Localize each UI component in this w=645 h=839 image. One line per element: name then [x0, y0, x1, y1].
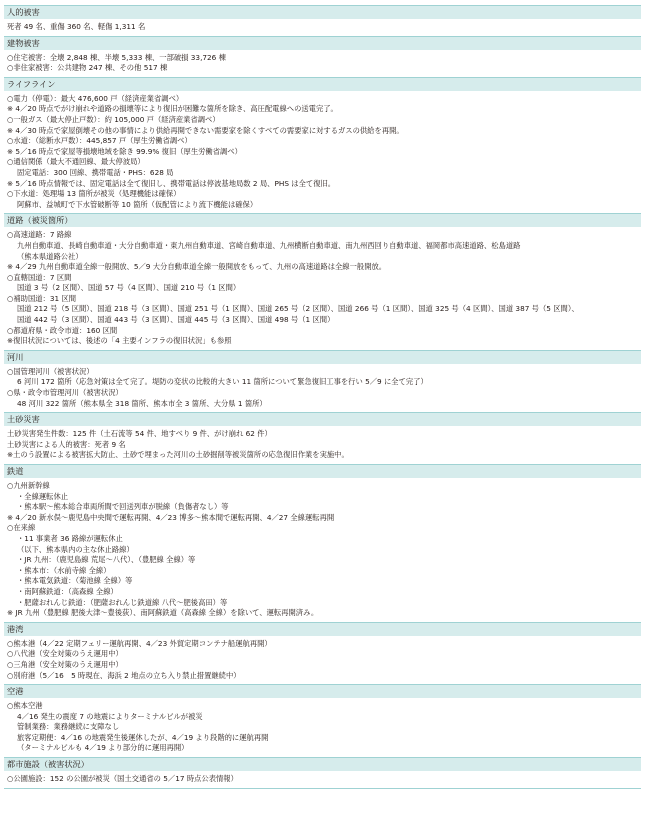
section-line: ○水道：（総断水戸数）：445,857 戸（厚生労働省調べ） [7, 136, 192, 146]
section-line: ○高速道路：7 路線 [7, 230, 72, 240]
section-heading: 人的被害 [4, 6, 641, 20]
section-line: 国道 442 号（3 区間）、国道 443 号（3 区間）、国道 445 号（3 区間）、国道 498 号（1 区間） [17, 315, 335, 325]
section [4, 685, 641, 758]
section-line: ・JR 九州：（鹿児島線 荒尾〜八代）、（豊肥線 全線）等 [17, 555, 196, 565]
section-line: ○直轄国道：7 区間 [7, 272, 72, 282]
section-line: （熊本県道路公社） [17, 251, 83, 261]
section [4, 78, 641, 215]
section-line: ○公園施設：152 の公園が被災（国土交通省の 5／17 時点公表情報） [7, 774, 238, 784]
section-line: 土砂災害発生件数：125 件（土石流等 54 件、地すべり 9 件、がけ崩れ 62 件） [7, 429, 272, 439]
section-line: ・熊本駅〜熊本総合車両所間で回送列車が脱線（負傷者なし）等 [17, 502, 229, 512]
section-line: 国道 212 号（5 区間）、国道 218 号（3 区間）、国道 251 号（1 区間）、国道 265 号（2 区間）、国道 266 号（1 区間）、国道 325 号（4 区間）、国道 387 号（5 区間）、 [17, 304, 579, 314]
section-line: ○国管理河川（被害状況） [7, 366, 94, 376]
section-body [4, 427, 641, 465]
section-line: ○県・政令市管理河川（被害状況） [7, 388, 123, 398]
section-heading: 河川 [4, 351, 641, 365]
section-line: （ターミナルビルも 4／19 より部分的に運用再開） [17, 743, 189, 753]
section-line: ※ 4／29 九州自動車道全線一般開放、5／9 大分自動車道全線一般開放をもって、九州の高速道路は全線一般開放。 [7, 262, 387, 272]
section [4, 758, 641, 789]
section-heading: 都市施設（被害状況） [4, 758, 641, 772]
section [4, 6, 641, 37]
section-line: 土砂災害による人的被害：死者 9 名 [7, 439, 126, 449]
section-line: 固定電話：300 回線、携帯電話・PHS：628 局 [17, 167, 174, 177]
damage-summary-document [4, 5, 641, 789]
section-line: ※ JR 九州（豊肥線 肥後大津〜豊後荻）、南阿蘇鉄道（高森線 全線）を除いて、運転再開済み。 [7, 608, 319, 618]
section-heading: 港湾 [4, 623, 641, 637]
section [4, 413, 641, 465]
section-line: ・熊本電気鉄道：（菊池線 全線）等 [17, 576, 133, 586]
section-body [4, 772, 641, 789]
section-line: 4／16 発生の震度 7 の地震によりターミナルビルが被災 [17, 711, 203, 721]
section-line: ○都道府県・政令市道：160 区間 [7, 325, 118, 335]
section-line: 阿蘇市、益城町で下水管破断等 10 箇所（仮配管により流下機能は確保） [17, 199, 258, 209]
section-body [4, 699, 641, 758]
section-line: 管制業務：業務継続に支障なし [17, 722, 120, 732]
section-body [4, 228, 641, 351]
section-line: （以下、熊本県内の主な休止路線） [17, 544, 134, 554]
section [4, 37, 641, 78]
section-line: ○別府港（5／16 5 時現在、海浜 2 地点の立ち入り禁止措置継続中） [7, 670, 241, 680]
section-line: ※ 5／16 時点情報では、固定電話は全て復旧し、携帯電話は停波基地局数 2 局、PHS は全て復旧。 [7, 178, 336, 188]
section-line: ・熊本市：（水前寺線 全線） [17, 565, 111, 575]
section-line: 旅客定期便：4／16 の地震発生後運休したが、4／19 より段階的に運航再開 [17, 732, 269, 742]
section-line: ※ 4／20 新水俣〜鹿児島中央間で運転再開、4／23 博多〜熊本間で運転再開、4／27 全線運転再開 [7, 512, 335, 522]
section-line: ○住宅被害：全壊 2,848 棟、半壊 5,333 棟、一部破損 33,726 棟 [7, 52, 226, 62]
section-line: ○補助国道：31 区間 [7, 293, 77, 303]
section-line: ※ 4／20 時点でがけ崩れや道路の損壊等により復旧が困難な箇所を除き、高圧配電線への送電完了。 [7, 104, 338, 114]
section-line: ※復旧状況については、後述の「4 主要インフラの復旧状況」も参照 [7, 336, 232, 346]
section-line: ○熊本空港 [7, 701, 43, 711]
section-body [4, 637, 641, 685]
section-line: ※土のう設置による被害拡大防止、土砂で埋まった河川の土砂掘削等被災箇所の応急復旧作業を実施中。 [7, 450, 349, 460]
section-line: ○下水道：処理場 13 箇所が被災（処理機能は確保） [7, 189, 181, 199]
section-line: 国道 3 号（2 区間）、国道 57 号（4 区間）、国道 210 号（1 区間） [17, 283, 241, 293]
section-line: ・11 事業者 36 路線が運転休止 [17, 533, 123, 543]
section-body [4, 479, 641, 623]
section [4, 465, 641, 623]
section-heading: 空港 [4, 685, 641, 699]
section-line: ・肥薩おれんじ鉄道：（肥薩おれんじ鉄道線 八代〜肥後高田）等 [17, 597, 228, 607]
section-body [4, 20, 641, 37]
section-line: ○八代港（安全対策のうえ運用中） [7, 649, 123, 659]
section-line: ○非住家被害：公共建物 247 棟、その他 517 棟 [7, 63, 168, 73]
section-line: 九州自動車道、長崎自動車道・大分自動車道・東九州自動車道、宮崎自動車道、九州横断自動車道、南九州西回り自動車道、福岡都市高速道路、松島道路 [17, 240, 521, 250]
section-heading: 道路（被災箇所） [4, 214, 641, 228]
section-line: ○一般ガス（最大停止戸数）：約 105,000 戸（経済産業省調べ） [7, 114, 220, 124]
section-heading: 建物被害 [4, 37, 641, 51]
section-line: ※ 5／16 時点で家屋等損壊地域を除き 99.9% 復旧（厚生労働省調べ） [7, 146, 242, 156]
section-body [4, 51, 641, 78]
section [4, 214, 641, 351]
section-heading: 鉄道 [4, 465, 641, 479]
section-line: ○三角港（安全対策のうえ運用中） [7, 659, 123, 669]
section-body [4, 365, 641, 413]
section-heading: 土砂災害 [4, 413, 641, 427]
section-line: ・全線運転休止 [17, 491, 69, 501]
section-line: ○九州新幹線 [7, 481, 50, 490]
section-line: 死者 49 名、重傷 360 名、軽傷 1,311 名 [7, 22, 146, 31]
section-line: ※ 4／30 時点で家屋倒壊その他の事情により供給再開できない需要家を除くすべての需要家に対するガスの供給を再開。 [7, 125, 404, 135]
section-line: ○在来線 [7, 523, 36, 533]
section [4, 623, 641, 685]
section-heading: ライフライン [4, 78, 641, 92]
section [4, 351, 641, 413]
section-line: ○熊本港（4／22 定期フェリー運航再開、4／23 外貿定期コンテナ船運航再開） [7, 638, 272, 648]
section-line: 6 河川 172 箇所（応急対策は全て完了。堤防の変状の比較的大きい 11 箇所について緊急復旧工事を行い 5／9 に全て完了） [17, 377, 428, 387]
section-line: ○電力（停電）：最大 476,600 戸（経済産業省調べ） [7, 93, 184, 103]
section-line: 48 河川 322 箇所（熊本県全 318 箇所、熊本市全 3 箇所、大分県 1 箇所） [17, 398, 267, 408]
section-line: ○通信関係（最大不通回線、最大停波局） [7, 157, 145, 167]
section-line: ・南阿蘇鉄道：（高森線 全線） [17, 586, 118, 596]
section-body [4, 92, 641, 215]
